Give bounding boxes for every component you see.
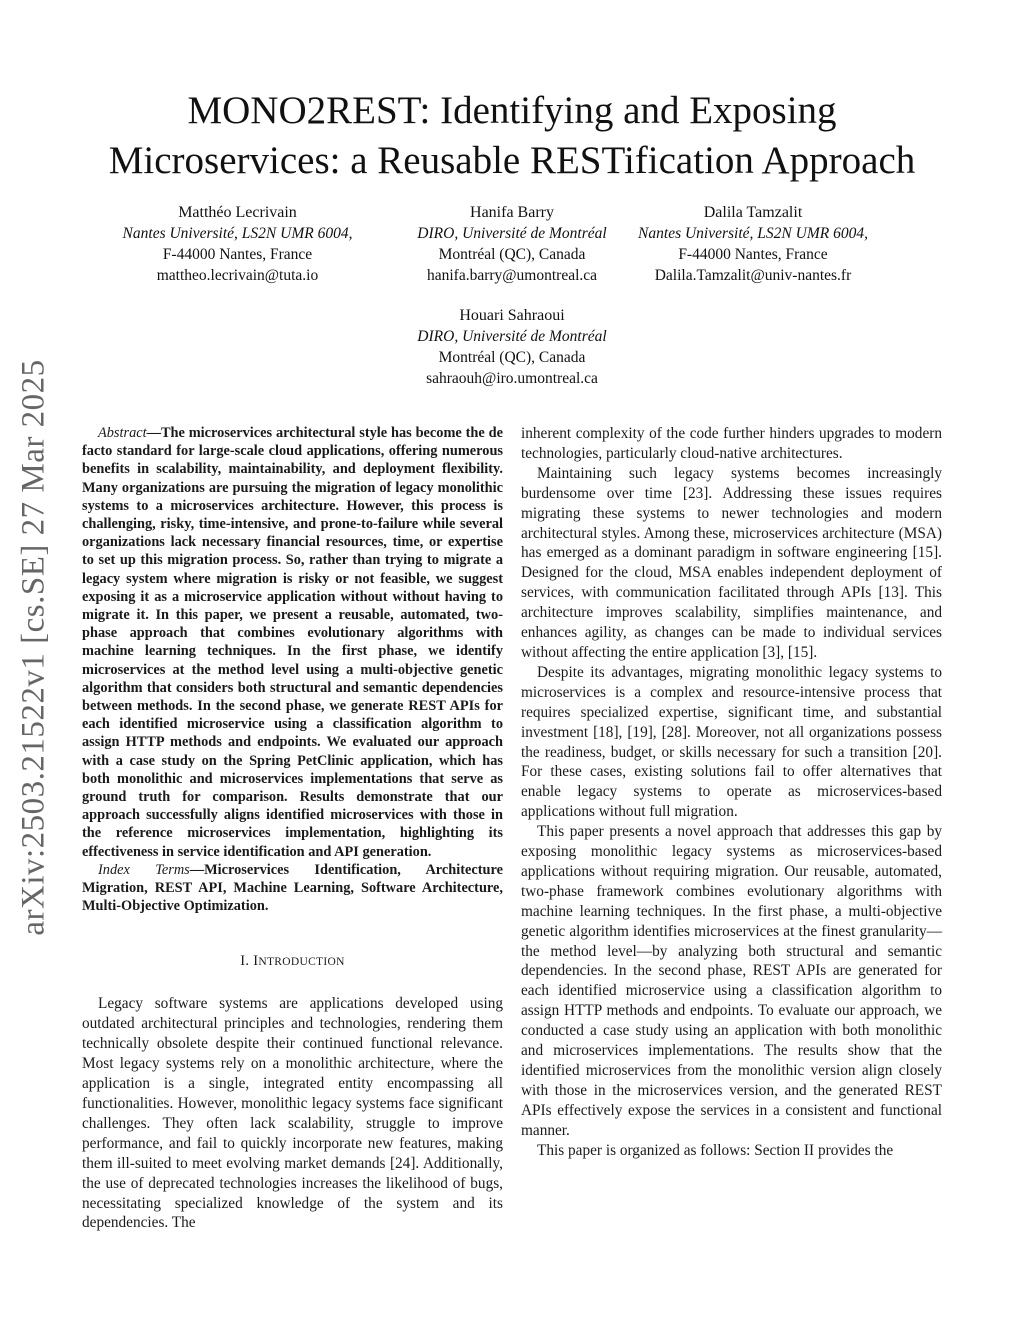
- abstract-text: —The microservices architectural style has become the de facto standard for large-scale cloud applications, offering numerous benefits in scalability, maintainability, and deployment flexibility. Many organizations are pursuing the migration of legacy monolithic systems to a microservices architecture. However, this process is challenging, risky, time-intensive, and prone-to-failure while several organizations lack necessary financial resources, time, or expertise to set up this migration process. So, rather than trying to migrate a legacy system where migration is risky or not feasible, we suggest exposing it as a microservice application without without having to migrate it. In this paper, we present a reusable, automated, two-phase approach that combines evolutionary algorithms with machine learning techniques. In the first phase, we identify microservices at the method level using a multi-objective genetic algorithm that considers both structural and semantic dependencies between methods. In the second phase, we generate REST APIs for each identified microservice using a classification algorithm to assign HTTP methods and endpoints. We evaluated our approach with a case study on the Spring PetClinic application, which has both monolithic and microservices implementations that serve as ground truth for comparison. Results demonstrate that our approach successfully aligns identified microservices with those in the reference microservices implementation, highlighting its effectiveness in service identification and API generation.: [82, 425, 503, 860]
- author-email: mattheo.lecrivain@tuta.io: [156, 267, 319, 284]
- abstract: [82, 424, 503, 861]
- index-terms: [82, 861, 503, 916]
- author-block: [378, 202, 646, 286]
- section-number: I.: [240, 953, 254, 970]
- section-title-initial: I: [253, 953, 259, 970]
- author-email: Dalila.Tamzalit@univ-nantes.fr: [654, 267, 852, 284]
- left-column: [82, 424, 503, 1233]
- body-paragraph: Maintaining such legacy systems becomes increasingly burdensome over time [23]. Addressing these issues requires migrating these systems to newer technologies and modern architectural styles. Among these, microservices architecture (MSA) has emerged as a dominant paradigm in software engineering [15]. Designed for the cloud, MSA enables independent deployment of services, with communication facilitated through APIs [13]. This architecture improves scalability, simplifies maintenance, and enhances agility, as changes can be made to individual services without affecting the entire application [3], [15].: [521, 464, 942, 661]
- author-location: F-44000 Nantes, France: [678, 246, 828, 263]
- paper-title: [60, 86, 964, 186]
- title-line-1: MONO2REST: Identifying and Exposing: [187, 89, 837, 132]
- author-name: Hanifa Barry: [470, 204, 554, 221]
- right-column: [521, 424, 942, 1161]
- section-heading: [82, 951, 503, 972]
- author-block: [372, 305, 652, 389]
- author-email: hanifa.barry@umontreal.ca: [426, 267, 598, 284]
- author-location: Montréal (QC), Canada: [438, 349, 586, 366]
- body-paragraph: This paper is organized as follows: Section II provides the: [537, 1141, 894, 1159]
- index-terms-text: —Microservices Identification, Architecture Migration, REST API, Machine Learning, Software Architecture, Multi-Objective Optimization.: [82, 861, 503, 915]
- title-line-2: Microservices: a Reusable RESTification Approach: [108, 139, 916, 182]
- author-name: Matthéo Lecrivain: [178, 204, 297, 221]
- abstract-label: Abstract: [98, 425, 147, 441]
- author-block: [100, 202, 375, 286]
- body-paragraph: Legacy software systems are applications developed using outdated architectural principles and technologies, rendering them technically obsolete despite their continued functional relevance. Most legacy systems rely on a monolithic architecture, where the application is a single, integrated entity encompassing all functionalities. However, monolithic legacy systems face significant challenges. They often lack scalability, struggle to improve performance, and fail to quickly incorporate new features, making them ill-suited to meet evolving market demands [24]. Additionally, the use of deprecated technologies increases the likelihood of bugs, necessitating specialized knowledge of the system and its dependencies. The: [82, 995, 503, 1232]
- author-block: [622, 202, 884, 286]
- author-affiliation: DIRO, Université de Montréal: [417, 328, 607, 345]
- author-name: Dalila Tamzalit: [703, 204, 803, 221]
- arxiv-identifier-text: arXiv:2503.21522v1 [cs.SE] 27 Mar 2025: [15, 359, 52, 936]
- arxiv-identifier: [2, 355, 66, 940]
- author-email: sahraouh@iro.umontreal.ca: [426, 370, 598, 387]
- index-terms-label: Index Terms: [98, 861, 190, 878]
- author-location: F-44000 Nantes, France: [162, 246, 313, 263]
- author-affiliation: DIRO, Université de Montréal: [417, 225, 607, 242]
- author-location: Montréal (QC), Canada: [438, 246, 586, 263]
- author-affiliation: Nantes Université, LS2N UMR 6004,: [638, 225, 868, 242]
- author-name: Houari Sahraoui: [459, 307, 565, 324]
- section-title-rest: NTRODUCTION: [258, 956, 345, 969]
- author-affiliation: Nantes Université, LS2N UMR 6004,: [122, 225, 353, 242]
- body-paragraph: Despite its advantages, migrating monolithic legacy systems to microservices is a complex and resource-intensive process that requires specialized expertise, significant time, and substantial investment [18], [19], [28]. Moreover, not all organizations possess the readiness, budget, or skills necessary for such a transition [20]. For these cases, existing solutions fail to offer alternatives that enable legacy systems to operate as microservices-based applications without full migration.: [521, 663, 942, 821]
- body-paragraph: This paper presents a novel approach that addresses this gap by exposing monolithic legacy systems as microservices-based applications without requiring migration. Our reusable, automated, two-phase framework combines evolutionary algorithms with machine learning techniques. In the first phase, a multi-objective genetic algorithm identifies microservices at the finest granularity—the method level—by analyzing both structural and semantic dependencies. In the second phase, REST APIs are generated for each identified microservice using a classification algorithm to assign HTTP methods and endpoints. To evaluate our approach, we conducted a case study using an application with both monolithic and microservices implementations. The results show that the identified microservices from the monolithic version align closely with those in the microservices version, and the generated REST APIs effectively expose the services in a consistent and functional manner.: [521, 823, 942, 1139]
- body-paragraph: inherent complexity of the code further hinders upgrades to modern technologies, particularly cloud-native architectures.: [521, 425, 942, 462]
